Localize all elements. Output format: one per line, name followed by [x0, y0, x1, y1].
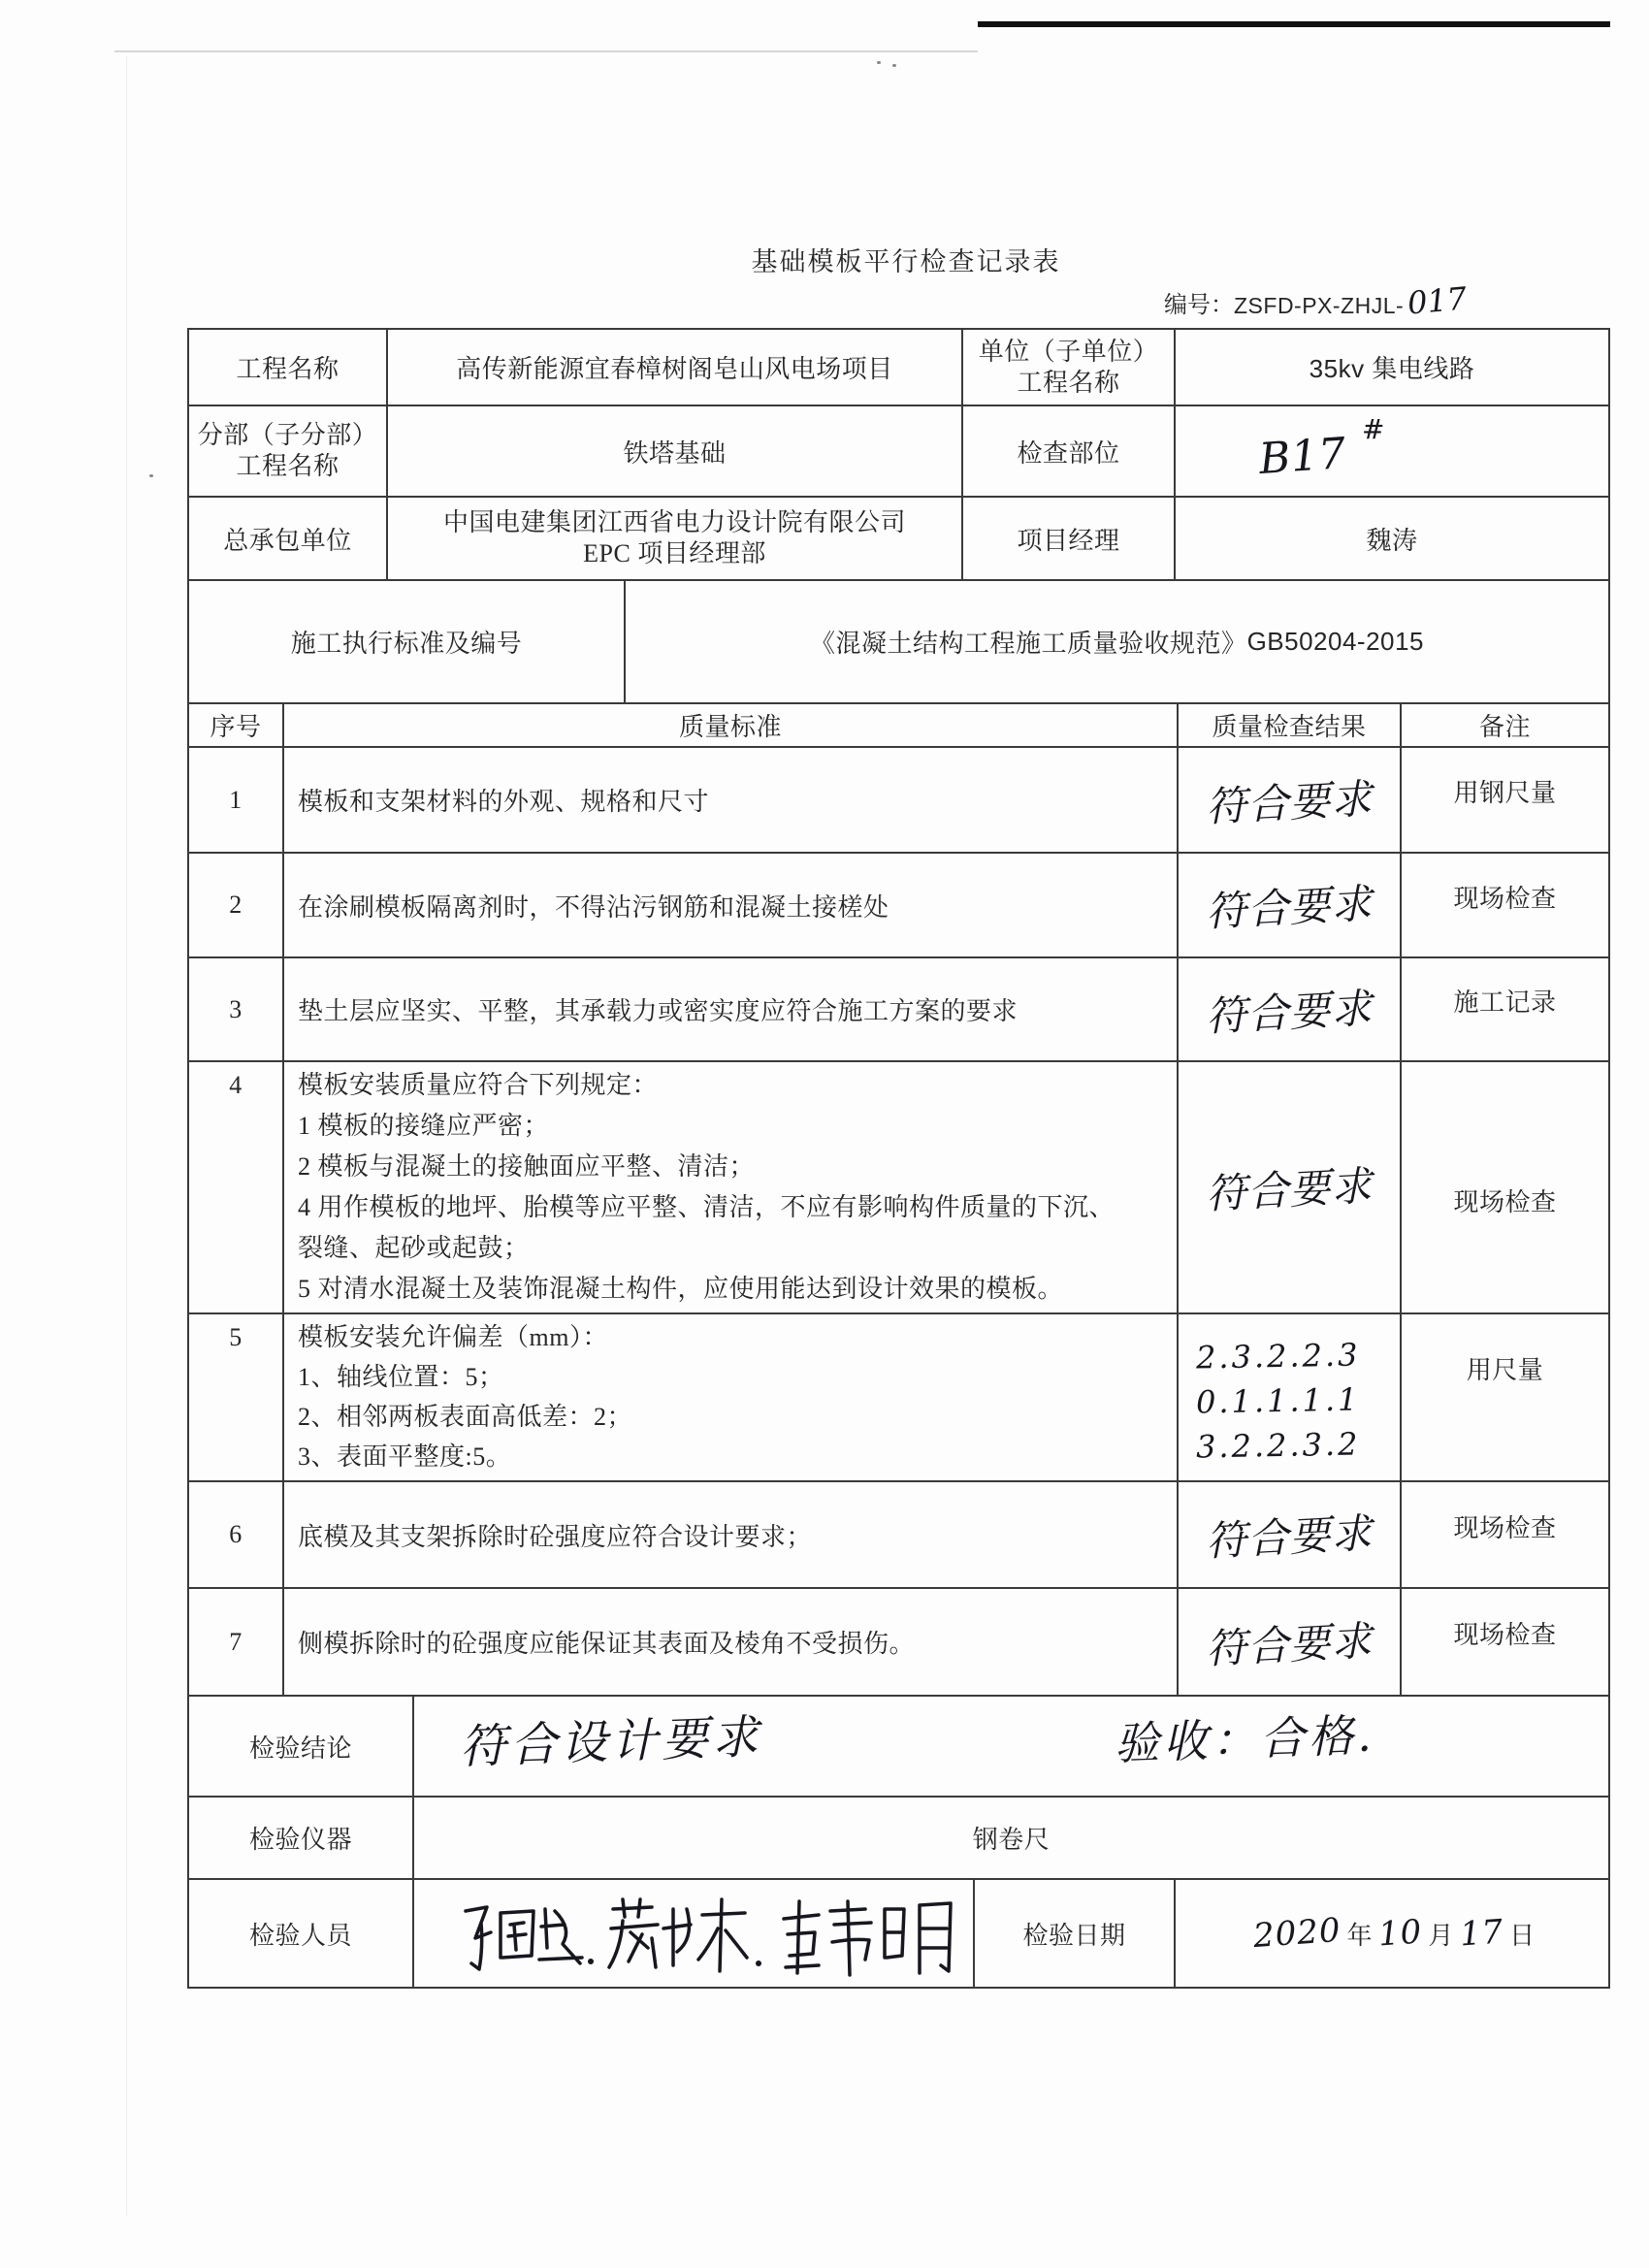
item-result-handwritten: 符合要求: [1204, 1616, 1374, 1672]
item-standard-cell: [284, 1062, 1179, 1314]
contractor-label: 总承包单位: [223, 526, 352, 555]
conclusion-cell: [414, 1697, 1610, 1798]
item-no: 7: [229, 1627, 242, 1656]
conclusion-label-cell: [189, 1697, 414, 1798]
item-result-cell: [1179, 1314, 1402, 1482]
inspection-table: [187, 328, 1610, 1989]
item-remark: 用尺量: [1466, 1356, 1544, 1384]
conclusion-label: 检验结论: [248, 1733, 352, 1763]
item-remark-cell: [1402, 958, 1610, 1062]
location-label-cell: [963, 406, 1176, 498]
item-standard-line: 2、相邻两板表面高低差：2；: [298, 1403, 633, 1431]
manager-label: 项目经理: [1017, 526, 1120, 555]
item-remark: 现场检查: [1453, 1621, 1557, 1649]
scan-page-edge: [126, 56, 127, 2216]
item-standard-line: 底模及其支架拆除时砼强度应符合设计要求；: [298, 1522, 813, 1551]
date-year-unit: 年: [1346, 1921, 1374, 1950]
item-standard-line: 1 模板的接缝应严密；: [298, 1112, 550, 1140]
item-remark: 用钢尺量: [1453, 779, 1557, 807]
scan-speck: [892, 64, 896, 67]
item-result-handwritten: 符合要求: [1204, 879, 1374, 936]
item-standard-cell: [284, 854, 1179, 958]
scan-edge-line: [114, 50, 978, 52]
standard-section: [189, 581, 1610, 704]
unit-label-line1: 单位（子单位）: [978, 337, 1159, 366]
item-standard-line: 模板安装允许偏差（mm）：: [298, 1323, 608, 1351]
item-remark: 施工记录: [1453, 988, 1557, 1017]
item-standard-line: 垫土层应坚实、平整，其承载力或密实度应符合施工方案的要求: [298, 997, 1018, 1025]
header-standard-cell: [284, 704, 1179, 748]
item-no: 2: [229, 891, 242, 919]
item-result-cell: [1179, 854, 1402, 958]
project-name-label-cell: [189, 330, 388, 406]
standard-cell: [626, 581, 1610, 704]
item-result-cell: [1179, 1482, 1402, 1589]
item-result-cell: [1179, 1062, 1402, 1314]
item-no: 6: [229, 1520, 242, 1548]
standard-label: 施工执行标准及编号: [290, 630, 523, 658]
contractor-line2: EPC 项目经理部: [583, 539, 766, 567]
item-standard-lines: [298, 1314, 632, 1476]
item-standard-line: 5 对清水混凝土及装饰混凝土构件，应使用能达到设计效果的模板。: [298, 1275, 1064, 1303]
item-no: 3: [229, 994, 242, 1023]
manager-label-cell: [963, 498, 1176, 581]
serial-label: 编号：: [1164, 293, 1234, 318]
item-remark-cell: [1402, 1589, 1610, 1697]
item-no-cell: [189, 1062, 284, 1314]
item-standard-line: 模板和支架材料的外观、规格和尺寸: [298, 788, 710, 816]
standard-title: 《混凝土结构工程施工质量验收规范》: [810, 630, 1247, 658]
location-cell: [1176, 406, 1610, 498]
unit-label-cell: [963, 330, 1176, 406]
item-no-cell: [189, 854, 284, 958]
division-name-cell: [388, 406, 963, 498]
form-title: 基础模板平行检查记录表: [751, 247, 1061, 276]
item-remark: 现场检查: [1453, 1187, 1557, 1216]
inspectors-section: [189, 1880, 1610, 1989]
header-remark-cell: [1402, 704, 1610, 748]
standard-code: GB50204-2015: [1246, 627, 1424, 656]
item-result-handwritten: 符合要求: [1204, 1161, 1374, 1218]
date-month-unit: 月: [1428, 1921, 1454, 1950]
inspector-signatures: [453, 1890, 967, 1979]
division-label-line1: 分部（子分部）: [197, 421, 378, 449]
item-result-handwritten: 符合要求: [1204, 984, 1374, 1040]
measurement-axis: 2.3.2.2.3: [1195, 1336, 1361, 1377]
item-remark-cell: [1402, 854, 1610, 958]
item-standard-cell: [284, 748, 1179, 854]
unit-name-cell: [1176, 330, 1610, 406]
item-standard-lines: [298, 1062, 1115, 1310]
inspectors-label: 检验人员: [248, 1921, 352, 1950]
serial-handwritten: 017: [1406, 279, 1469, 322]
date-month: 10: [1376, 1912, 1424, 1955]
project-info-section: [189, 330, 1610, 581]
inspectors-label-cell: [189, 1880, 414, 1989]
conclusion-handwritten: 符合设计要求: [459, 1709, 763, 1775]
item-standard-cell: [284, 1314, 1179, 1482]
item-standard-line: 模板安装质量应符合下列规定：: [298, 1071, 659, 1099]
serial-number: [1164, 279, 1469, 322]
standard-label-cell: [189, 581, 626, 704]
project-name: 高传新能源宜春樟树阁皂山风电场项目: [456, 355, 893, 383]
header-standard: 质量标准: [678, 713, 782, 741]
header-no: 序号: [210, 713, 262, 741]
instrument-label-cell: [189, 1798, 414, 1880]
item-standard-line: 侧模拆除时的砼强度应能保证其表面及棱角不受损伤。: [298, 1630, 916, 1658]
measurement-flatness: 3.2.2.3.2: [1195, 1425, 1361, 1466]
item-no-cell: [189, 1314, 284, 1482]
inspectors-signature-cell: [414, 1880, 975, 1989]
date-cell: [1176, 1880, 1610, 1989]
item-no-cell: [189, 1482, 284, 1589]
date-day-unit: 日: [1509, 1921, 1536, 1950]
item-remark-cell: [1402, 748, 1610, 854]
contractor-label-cell: [189, 498, 388, 581]
item-no: 5: [229, 1323, 242, 1351]
manager-cell: [1176, 498, 1610, 581]
project-name-label: 工程名称: [236, 355, 340, 383]
acceptance-handwritten: 验收：合格.: [1114, 1708, 1376, 1770]
contractor-line1: 中国电建集团江西省电力设计院有限公司: [442, 508, 906, 536]
item-result-handwritten: 符合要求: [1204, 1508, 1374, 1566]
item-result-handwritten: 符合要求: [1204, 774, 1374, 830]
inspection-date: [1176, 1910, 1608, 1957]
item-standard-line: 1、轴线位置：5；: [298, 1363, 504, 1391]
division-name: 铁塔基础: [623, 438, 727, 468]
item-standard-line: 3、表面平整度:5。: [298, 1442, 512, 1471]
item-standard-line: 2 模板与混凝土的接触面应平整、清洁；: [298, 1152, 756, 1181]
item-result-cell: [1179, 748, 1402, 854]
location-handwritten: B17: [1257, 428, 1348, 485]
unit-name: 35kv 集电线路: [1309, 354, 1475, 383]
division-label-line2: 工程名称: [236, 452, 340, 480]
header-result-cell: [1179, 704, 1402, 748]
location-mark: #: [1362, 413, 1385, 445]
item-standard-cell: [284, 958, 1179, 1062]
item-standard-cell: [284, 1589, 1179, 1697]
item-no-cell: [189, 748, 284, 854]
instrument-cell: [414, 1798, 1610, 1880]
item-standard-line: 裂缝、起砂或起鼓；: [298, 1234, 530, 1262]
scan-speck: [149, 474, 153, 477]
date-label-cell: [975, 1880, 1176, 1989]
item-no: 4: [229, 1071, 242, 1099]
measurement-lines: [1179, 1314, 1400, 1468]
date-label: 检验日期: [1022, 1921, 1126, 1950]
instrument-name: 钢卷尺: [972, 1826, 1051, 1854]
header-remark: 备注: [1478, 713, 1531, 741]
date-year: 2020: [1251, 1910, 1342, 1957]
contractor-cell: [388, 498, 963, 581]
item-no-cell: [189, 1589, 284, 1697]
checklist-section: [189, 704, 1610, 1697]
item-remark-cell: [1402, 1062, 1610, 1314]
serial-prefix: ZSFD-PX-ZHJL-: [1234, 293, 1405, 318]
header-no-cell: [189, 704, 284, 748]
instrument-label: 检验仪器: [248, 1826, 352, 1854]
item-remark-cell: [1402, 1482, 1610, 1589]
scan-speck: [877, 61, 881, 64]
item-no: 1: [229, 785, 242, 814]
measurement-level-difference: 0.1.1.1.1: [1195, 1380, 1361, 1421]
project-name-cell: [388, 330, 963, 406]
scan-edge-bar: [978, 21, 1610, 27]
item-remark-cell: [1402, 1314, 1610, 1482]
conclusion-section: [189, 1697, 1610, 1880]
manager-name: 魏涛: [1366, 526, 1418, 555]
item-standard-line: 4 用作模板的地坪、胎模等应平整、清洁，不应有影响构件质量的下沉、: [298, 1193, 1116, 1221]
location-label: 检查部位: [1017, 438, 1120, 468]
date-day: 17: [1458, 1912, 1505, 1955]
item-standard-line: 在涂刷模板隔离剂时，不得沾污钢筋和混凝土接槎处: [298, 892, 889, 922]
item-standard-cell: [284, 1482, 1179, 1589]
division-label-cell: [189, 406, 388, 498]
unit-label-line2: 工程名称: [1017, 368, 1120, 397]
item-result-cell: [1179, 1589, 1402, 1697]
item-no-cell: [189, 958, 284, 1062]
header-result: 质量检查结果: [1212, 713, 1367, 741]
item-remark: 现场检查: [1453, 1513, 1557, 1542]
item-remark: 现场检查: [1453, 884, 1557, 913]
item-result-cell: [1179, 958, 1402, 1062]
